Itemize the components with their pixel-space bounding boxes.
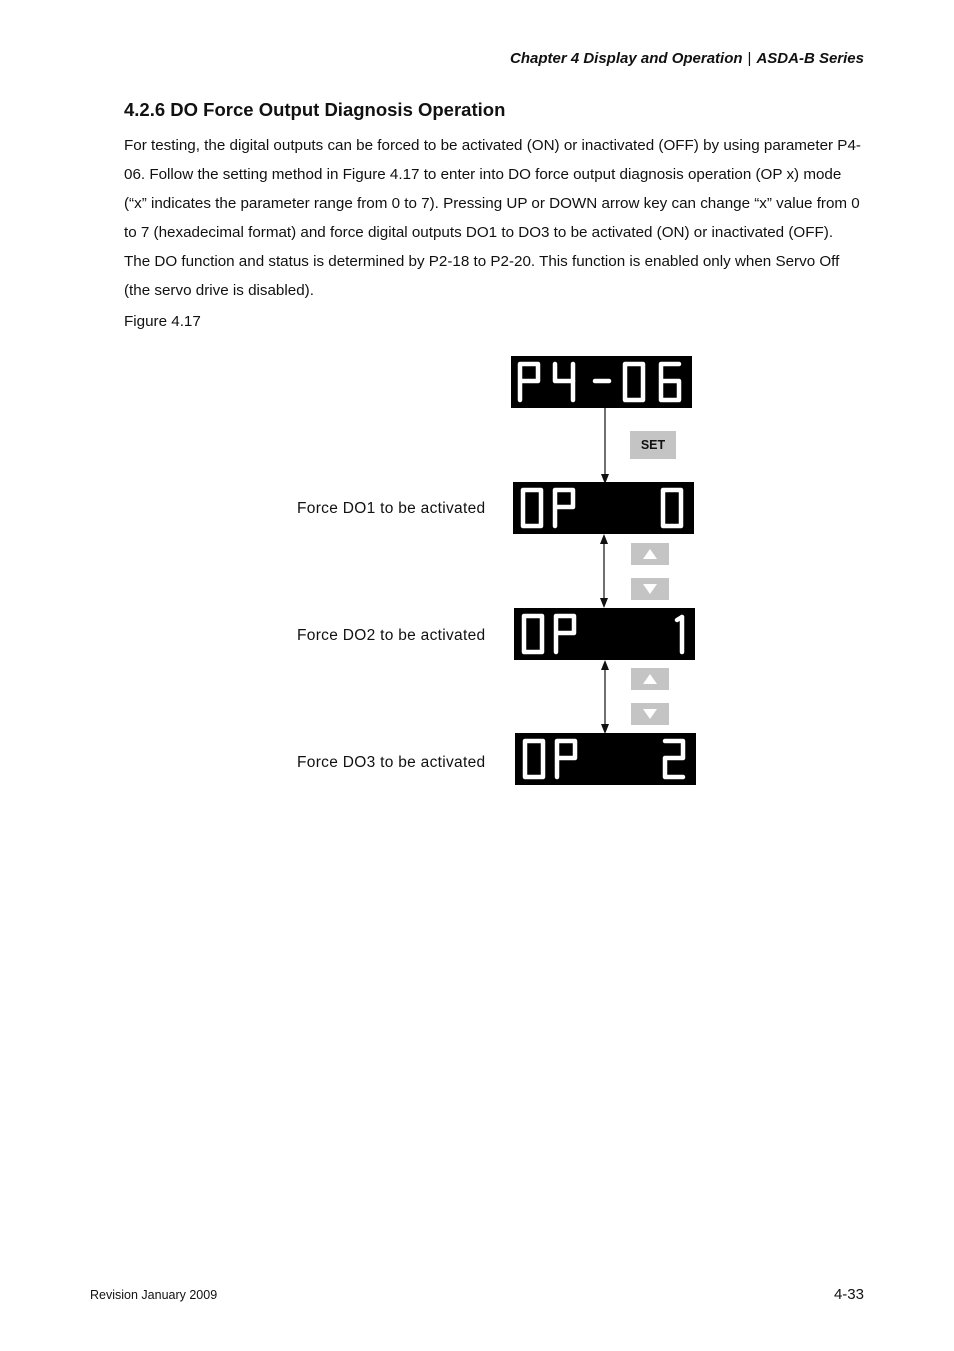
lcd-display-op0 <box>513 482 694 534</box>
figure-caption: Figure 4.17 <box>124 313 201 330</box>
seven-segment-p4-06 <box>511 356 692 408</box>
flow-arrow-bidirectional <box>598 660 612 734</box>
footer-page-number: 4-33 <box>833 1286 864 1303</box>
header-series: ASDA-B Series <box>756 50 864 67</box>
label-force-do2: Force DO2 to be activated <box>297 627 486 644</box>
flow-arrow-down <box>598 408 612 484</box>
lcd-display-param <box>511 356 692 408</box>
section-title: 4.2.6 DO Force Output Diagnosis Operation <box>124 99 506 120</box>
lcd-display-op1 <box>514 608 695 660</box>
set-button-icon: SET <box>630 431 676 459</box>
footer-revision: Revision January 2009 <box>90 1288 218 1302</box>
up-arrow-icon <box>631 543 669 565</box>
label-force-do1: Force DO1 to be activated <box>297 500 486 517</box>
down-arrow-icon <box>631 578 669 600</box>
label-force-do3: Force DO3 to be activated <box>297 754 486 771</box>
header-separator: | <box>747 50 752 67</box>
section-paragraph: For testing, the digital outputs can be forced to be activated (ON) or inactivated (OFF) by using parameter P4-06. Follow the setting method in Figure 4.17 to enter into DO force output diagnosis operation (OP x) mode (“x” indicates the parameter range from 0 to 7). Pressing UP or DOWN arrow key can change “x” value from 0 to 7 (hexadecimal format) and force digital outputs DO1 to DO3 to be activated (ON) or inactivated (OFF). The DO function and status is determined by P2-18 to P2-20. This function is enabled only when Servo Off (the servo drive is disabled). <box>124 137 861 299</box>
seven-segment-op-1 <box>514 608 695 660</box>
header-chapter: Chapter 4 Display and Operation <box>509 50 743 67</box>
lcd-display-op2 <box>515 733 696 785</box>
flow-arrow-bidirectional <box>597 534 611 608</box>
seven-segment-op-0 <box>513 482 694 534</box>
page-header <box>510 50 864 67</box>
seven-segment-op-2 <box>515 733 696 785</box>
up-arrow-icon <box>631 668 669 690</box>
down-arrow-icon <box>631 703 669 725</box>
